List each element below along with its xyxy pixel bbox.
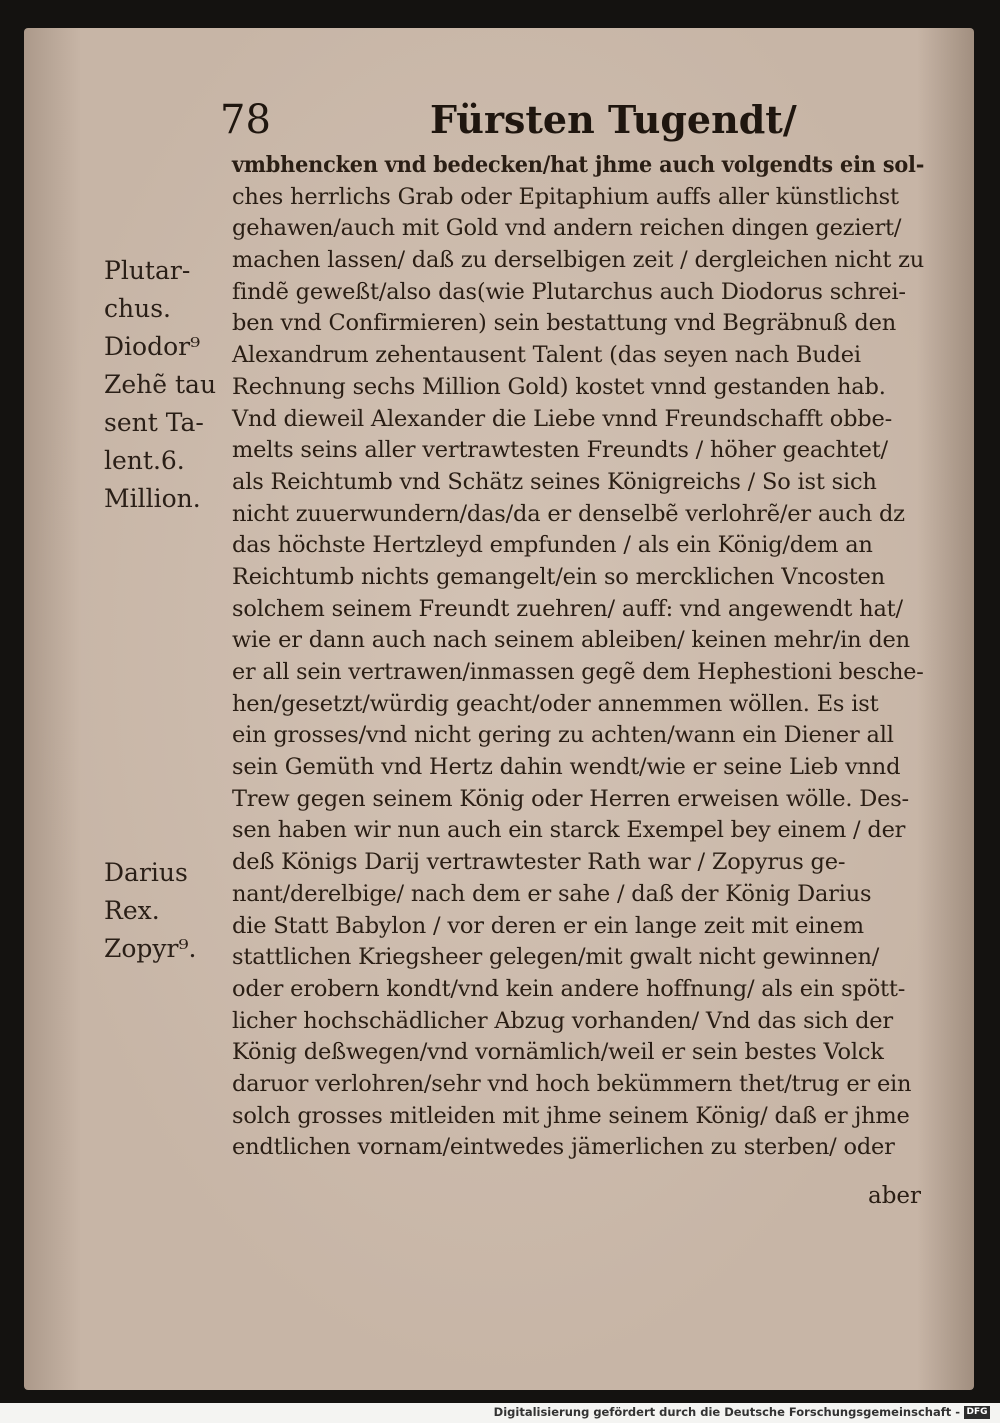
- text-line: wie er dann auch nach seinem ableiben/ keinen mehr/in den: [232, 627, 910, 654]
- margin-note-line: Zopyr⁹.: [104, 934, 197, 963]
- text-line: solch grosses mitleiden mit jhme seinem König/ daß er jhme: [232, 1102, 910, 1129]
- page-header: [220, 95, 920, 145]
- dfg-logo: DFG: [964, 1406, 990, 1419]
- text-line: als Reichtumb vnd Schätz seines Königreichs / So ist sich: [232, 468, 877, 495]
- text-line: findẽ geweßt/also das(wie Plutarchus auch Diodorus schrei-: [232, 278, 906, 305]
- text-line: nant/derelbige/ nach dem er sahe / daß der König Darius: [232, 880, 872, 907]
- text-line: Vnd dieweil Alexander die Liebe vnnd Freundschafft obbe-: [232, 405, 892, 432]
- catchword: aber: [868, 1183, 922, 1209]
- footer-credit: Digitalisierung gefördert durch die Deutsche Forschungsgemeinschaft -: [493, 1405, 960, 1419]
- text-line: die Statt Babylon / vor deren er ein lange zeit mit einem: [232, 912, 864, 939]
- footer: [0, 1403, 1000, 1423]
- text-line: Trew gegen seinem König oder Herren erweisen wölle. Des-: [232, 785, 909, 812]
- running-head: Fürsten Tugendt/: [430, 97, 797, 142]
- text-line: solchem seinem Freundt zuehren/ auff: vnd angewendt hat/: [232, 595, 903, 622]
- text-line: vmbhencken vnd bedecken/hat jhme auch volgendts ein sol-: [232, 152, 925, 178]
- text-line: das höchste Hertzleyd empfunden / als ein König/dem an: [232, 532, 873, 559]
- margin-note-line: sent Ta-: [104, 408, 204, 437]
- text-line: ein grosses/vnd nicht gering zu achten/wann ein Diener all: [232, 722, 894, 749]
- margin-note-line: Rex.: [104, 896, 160, 925]
- margin-note-line: Diodor⁹: [104, 332, 201, 361]
- body-text: [232, 150, 924, 1164]
- text-line: hen/gesetzt/würdig geacht/oder annemmen wöllen. Es ist: [232, 690, 879, 717]
- page-number: 78: [220, 97, 271, 143]
- text-line: König deßwegen/vnd vornämlich/weil er sein bestes Volck: [232, 1039, 884, 1066]
- text-line: Reichtumb nichts gemangelt/ein so mercklichen Vncosten: [232, 563, 885, 590]
- text-line: stattlichen Kriegsheer gelegen/mit gwalt nicht gewinnen/: [232, 944, 880, 971]
- text-line: machen lassen/ daß zu derselbigen zeit / dergleichen nicht zu: [232, 247, 925, 274]
- text-line: gehawen/auch mit Gold vnd andern reichen dingen geziert/: [232, 215, 902, 242]
- text-line: licher hochschädlicher Abzug vorhanden/ Vnd das sich der: [232, 1007, 893, 1034]
- margin-note-line: lent.6.: [104, 446, 185, 475]
- margin-note-line: Zehẽ tau: [104, 370, 217, 399]
- margin-note-darius: [104, 854, 234, 968]
- text-line: sen haben wir nun auch ein starck Exempel bey einem / der: [232, 817, 906, 844]
- text-line: Rechnung sechs Million Gold) kostet vnnd gestanden hab.: [232, 373, 886, 400]
- margin-note-line: Plutar-: [104, 256, 191, 285]
- text-line: endtlichen vornam/eintwedes jämerlichen zu sterben/ oder: [232, 1134, 895, 1161]
- margin-note-line: Million.: [104, 484, 201, 513]
- text-line: er all sein vertrawen/inmassen gegẽ dem Hephestioni besche-: [232, 659, 924, 685]
- text-line: oder erobern kondt/vnd kein andere hoffnung/ als ein spött-: [232, 975, 906, 1002]
- text-line: Alexandrum zehentausent Talent (das seyen nach Budei: [232, 342, 861, 369]
- margin-note-line: chus.: [104, 294, 171, 323]
- text-line: deß Königs Darij vertrawtester Rath war / Zopyrus ge-: [232, 849, 846, 876]
- margin-note-plutarchus: [104, 252, 234, 518]
- text-line: melts seins aller vertrawtesten Freundts / höher geachtet/: [232, 437, 888, 464]
- text-line: ches herrlichs Grab oder Epitaphium auffs aller künstlichst: [232, 183, 899, 210]
- margin-note-line: Darius: [104, 858, 188, 887]
- text-line: nicht zuuerwundern/das/da er denselbẽ verlohrẽ/er auch dz: [232, 500, 905, 527]
- text-line: daruor verlohren/sehr vnd hoch bekümmern thet/trug er ein: [232, 1070, 912, 1097]
- text-line: ben vnd Confirmieren) sein bestattung vnd Begräbnuß den: [232, 310, 896, 337]
- text-line: sein Gemüth vnd Hertz dahin wendt/wie er seine Lieb vnnd: [232, 754, 901, 781]
